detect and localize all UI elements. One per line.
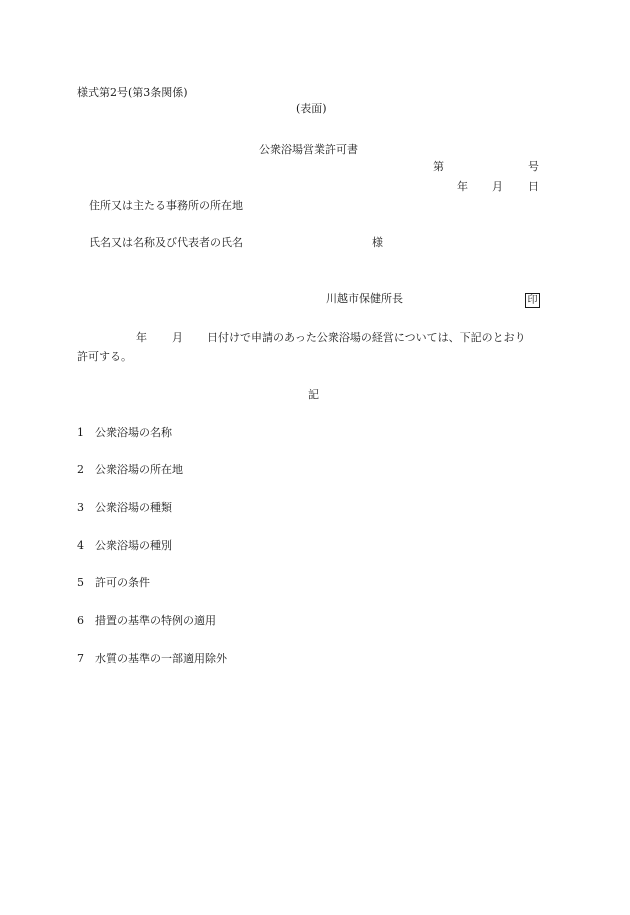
form-side-label: (表面) xyxy=(296,102,327,115)
form-number: 様式第2号(第3条関係) xyxy=(77,86,188,99)
number-suffix: 号 xyxy=(528,160,539,173)
item-label: 措置の基準の特例の適用 xyxy=(95,614,216,627)
honorific: 様 xyxy=(372,236,383,249)
body-text-line-1: 日付けで申請のあった公衆浴場の経営については、下記のとおり xyxy=(207,331,526,344)
body-year: 年 xyxy=(136,331,147,344)
item-number: 6 xyxy=(77,614,84,627)
item-label: 公衆浴場の種別 xyxy=(95,539,172,552)
address-label: 住所又は主たる事務所の所在地 xyxy=(89,199,243,212)
seal-mark: 印 xyxy=(525,293,540,308)
body-text-line-2: 許可する。 xyxy=(77,350,132,363)
issuer-name: 川越市保健所長 xyxy=(326,292,403,305)
date-month: 月 xyxy=(492,180,503,193)
item-number: 5 xyxy=(77,576,84,589)
number-prefix: 第 xyxy=(433,160,444,173)
item-label: 許可の条件 xyxy=(95,576,150,589)
item-number: 3 xyxy=(77,501,84,514)
body-month: 月 xyxy=(172,331,183,344)
document-title: 公衆浴場営業許可書 xyxy=(259,143,358,156)
item-number: 1 xyxy=(77,426,84,439)
notes-heading: 記 xyxy=(308,388,319,401)
item-number: 7 xyxy=(77,652,84,665)
date-year: 年 xyxy=(457,180,468,193)
item-label: 公衆浴場の所在地 xyxy=(95,463,183,476)
item-number: 4 xyxy=(77,539,84,552)
name-label: 氏名又は名称及び代表者の氏名 xyxy=(89,236,243,249)
item-number: 2 xyxy=(77,463,84,476)
item-label: 水質の基準の一部適用除外 xyxy=(95,652,227,665)
item-label: 公衆浴場の名称 xyxy=(95,426,172,439)
item-label: 公衆浴場の種類 xyxy=(95,501,172,514)
date-day: 日 xyxy=(528,180,539,193)
